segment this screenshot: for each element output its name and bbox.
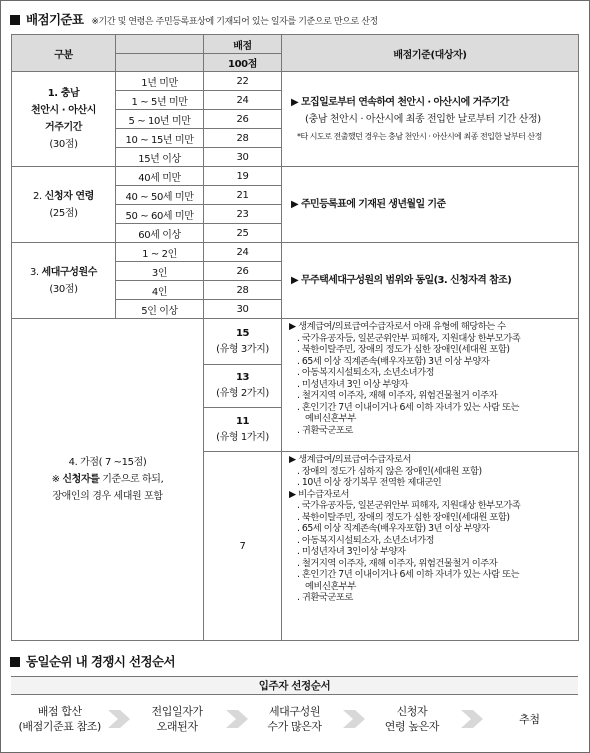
criteria-household bbox=[282, 243, 579, 319]
chevron-right-icon bbox=[457, 708, 485, 730]
bonus-label: 4. 가점( 7 ~15점) bbox=[68, 457, 147, 468]
header-total: 100점 bbox=[204, 54, 282, 72]
step-line: 세대구성원 bbox=[268, 705, 321, 718]
range-cell: 1 ~ 2인 bbox=[116, 243, 204, 262]
score-cell: 26 bbox=[204, 110, 282, 129]
category-household bbox=[12, 243, 116, 319]
list-item: . 북한이탈주민, 장애의 정도가 심한 장애인(세대원 포함) bbox=[297, 511, 510, 523]
category-number: 2. bbox=[33, 190, 42, 202]
section-title-text: 배점기준표 bbox=[26, 12, 84, 27]
list-item: . 북한이탈주민, 장애의 정도가 심한 장애인(세대원 포함) bbox=[297, 344, 510, 355]
list-item: . 아동복지시설퇴소자, 소년소녀가정 bbox=[297, 534, 435, 546]
list-item: ▶ 생계급여/의료급여수급자로서 bbox=[289, 454, 411, 465]
list-item: 예비신혼부부 bbox=[305, 580, 356, 592]
list-item: 예비신혼부부 bbox=[305, 413, 356, 424]
score-type: (유형 1가지) bbox=[216, 431, 269, 443]
bonus-note-text: 기준으로 하되, bbox=[99, 474, 164, 485]
range-cell: 1년 미만 bbox=[116, 72, 204, 91]
header-spacer-2 bbox=[116, 54, 204, 72]
step-line: 전입일자가 bbox=[151, 705, 203, 718]
range-cell: 50 ~ 60세 미만 bbox=[116, 205, 204, 224]
category-points: (30점) bbox=[49, 139, 78, 150]
step-line: 신청자 bbox=[396, 705, 428, 718]
bonus-score-11 bbox=[204, 408, 282, 452]
bonus-note-line bbox=[12, 471, 203, 488]
score-cell: 30 bbox=[204, 148, 282, 167]
score-cell: 22 bbox=[204, 72, 282, 91]
score-type: (유형 2가지) bbox=[216, 388, 269, 399]
list-item: . 미성년자녀 3인 이상 부양자 bbox=[297, 378, 408, 390]
criteria-main: ▶ 무주택세대구성원의 범위와 동일(3. 신청자격 참조) bbox=[291, 275, 512, 286]
range-cell: 40세 미만 bbox=[116, 167, 204, 186]
table-header-row bbox=[12, 35, 579, 54]
category-points: (25점) bbox=[49, 207, 78, 219]
bonus-criteria-list-1 bbox=[282, 319, 579, 452]
score-cell: 26 bbox=[204, 262, 282, 281]
category-label: 신청자 연령 bbox=[44, 190, 94, 202]
range-cell: 60세 이상 bbox=[116, 224, 204, 243]
step-line: 추첨 bbox=[519, 712, 540, 726]
step-line: 오래된자 bbox=[156, 720, 198, 733]
score-cell: 24 bbox=[204, 243, 282, 262]
bonus-score-15 bbox=[204, 319, 282, 365]
range-cell: 10 ~ 15년 미만 bbox=[116, 129, 204, 148]
score-cell: 28 bbox=[204, 129, 282, 148]
table-row bbox=[12, 167, 579, 186]
bonus-score-13 bbox=[204, 365, 282, 408]
bonus-note-bold: 신청자를 bbox=[62, 474, 100, 485]
list-item: . 혼인기간 7년 이내이거나 6세 이하 자녀가 있는 사람 또는 bbox=[297, 401, 519, 413]
score-value: 13 bbox=[235, 372, 250, 383]
section-title-text: 동일순위 내 경쟁시 선정순서 bbox=[26, 654, 175, 669]
selection-order-flow bbox=[11, 696, 578, 742]
section-note: ※기간 및 연령은 주민등록표상에 기재되어 있는 일자를 기준으로 만으로 산정 bbox=[91, 17, 378, 27]
criteria-main: ▶ 모집일로부터 연속하여 천안시 · 아산시에 거주기간 bbox=[291, 96, 509, 108]
section-title-scoring bbox=[10, 10, 378, 28]
range-cell: 5 ~ 10년 미만 bbox=[116, 110, 204, 129]
step-household-size bbox=[250, 704, 339, 734]
list-item: . 철거지역 이주자, 재해 이주자, 위험건물철거 이주자 bbox=[297, 557, 498, 569]
score-cell: 21 bbox=[204, 186, 282, 205]
range-cell: 4인 bbox=[116, 281, 204, 300]
list-item: . 65세 이상 직계존속(배우자포함) 3년 이상 부양자 bbox=[297, 523, 490, 534]
table-row bbox=[12, 72, 579, 91]
step-line: (배점기준표 참조) bbox=[18, 720, 101, 733]
range-cell: 5인 이상 bbox=[116, 300, 204, 319]
step-line: 배점 합산 bbox=[37, 705, 82, 718]
list-item: . 미성년자녀 3인이상 부양자 bbox=[297, 546, 406, 557]
score-cell: 25 bbox=[204, 224, 282, 243]
category-label: 세대구성원수 bbox=[41, 266, 98, 278]
header-category: 구분 bbox=[12, 35, 116, 72]
list-item: ▶ 생계급여/의료급여수급자로서 아래 유형에 해당하는 수 bbox=[289, 321, 506, 332]
selection-order-title: 입주자 선정순서 bbox=[11, 676, 578, 695]
criteria-sub: (충남 천안시 · 아산시에 최종 전입한 날로부터 기간 산정) bbox=[305, 113, 541, 125]
criteria-age bbox=[282, 167, 579, 243]
criteria-residence bbox=[282, 72, 579, 167]
category-points: (30점) bbox=[49, 283, 78, 295]
bonus-score-7: 7 bbox=[204, 452, 282, 641]
list-item: . 10년 이상 장기복무 전역한 제대군인 bbox=[297, 477, 442, 488]
category-residence bbox=[12, 72, 116, 167]
step-move-in-date bbox=[132, 704, 221, 734]
list-item: . 귀환국군포로 bbox=[297, 424, 353, 436]
range-cell: 15년 이상 bbox=[116, 148, 204, 167]
score-type: (유형 3가지) bbox=[216, 343, 269, 355]
header-criteria: 배점기준(대상자) bbox=[282, 35, 579, 72]
list-item: . 장애의 정도가 심하지 않은 장애인(세대원 포함) bbox=[297, 465, 482, 477]
category-label-line: 거주기간 bbox=[44, 122, 83, 133]
list-item: ▶ 비수급자로서 bbox=[289, 488, 349, 500]
score-cell: 23 bbox=[204, 205, 282, 224]
list-item: . 아동복지시설퇴소자, 소년소녀가정 bbox=[297, 367, 435, 378]
header-score: 배점 bbox=[204, 35, 282, 54]
bullet-square-icon bbox=[10, 657, 20, 667]
score-value: 11 bbox=[235, 415, 250, 427]
category-label-line: 1. 충남 bbox=[47, 88, 80, 99]
chevron-right-icon bbox=[104, 708, 132, 730]
list-item: . 65세 이상 직계존속(배우자포함) 3년 이상 부양자 bbox=[297, 355, 490, 367]
range-cell: 40 ~ 50세 미만 bbox=[116, 186, 204, 205]
bullet-square-icon bbox=[10, 15, 20, 25]
step-applicant-age bbox=[367, 704, 456, 734]
step-score-sum bbox=[15, 704, 104, 734]
list-item: . 혼인기간 7년 이내이거나 6세 이하 자녀가 있는 사람 또는 bbox=[297, 569, 519, 580]
score-cell: 24 bbox=[204, 91, 282, 110]
score-value: 15 bbox=[235, 327, 250, 339]
list-item: . 국가유공자등, 일본군위안부 피해자, 지원대상 한부모가족 bbox=[297, 332, 521, 344]
category-bonus bbox=[12, 319, 204, 641]
category-number: 3. bbox=[29, 266, 39, 278]
list-item: . 국가유공자등, 일본군위안부 피해자, 지원대상 한부모가족 bbox=[297, 500, 521, 511]
criteria-main: ▶ 주민등록표에 기재된 생년월일 기준 bbox=[291, 199, 446, 210]
chevron-right-icon bbox=[339, 708, 367, 730]
step-lottery bbox=[485, 712, 574, 727]
range-cell: 1 ~ 5년 미만 bbox=[116, 91, 204, 110]
scoring-table bbox=[11, 34, 579, 641]
category-age bbox=[12, 167, 116, 243]
score-cell: 19 bbox=[204, 167, 282, 186]
range-cell: 3인 bbox=[116, 262, 204, 281]
table-row bbox=[12, 319, 579, 365]
bonus-criteria-list-2 bbox=[282, 452, 579, 641]
step-line: 수가 많은자 bbox=[267, 720, 322, 733]
section-title-tiebreak bbox=[10, 652, 175, 670]
score-cell: 30 bbox=[204, 300, 282, 319]
list-item: . 철거지역 이주자, 재해 이주자, 위험건물철거 이주자 bbox=[297, 390, 498, 401]
step-line: 연령 높은자 bbox=[384, 720, 440, 733]
category-label-line: 천안시 · 아산시 bbox=[30, 105, 97, 116]
criteria-note: *타 시도로 전출했던 경우는 충남 천안시 · 아산시에 최종 전입한 날부터 산정 bbox=[297, 131, 542, 141]
header-spacer bbox=[116, 35, 204, 54]
table-row bbox=[12, 243, 579, 262]
list-item: . 귀환국군포로 bbox=[297, 592, 353, 603]
score-cell: 28 bbox=[204, 281, 282, 300]
bonus-note-line-2: 장애인의 경우 세대원 포함 bbox=[52, 491, 163, 502]
chevron-right-icon bbox=[222, 708, 250, 730]
bonus-note-mark: ※ bbox=[51, 474, 63, 485]
